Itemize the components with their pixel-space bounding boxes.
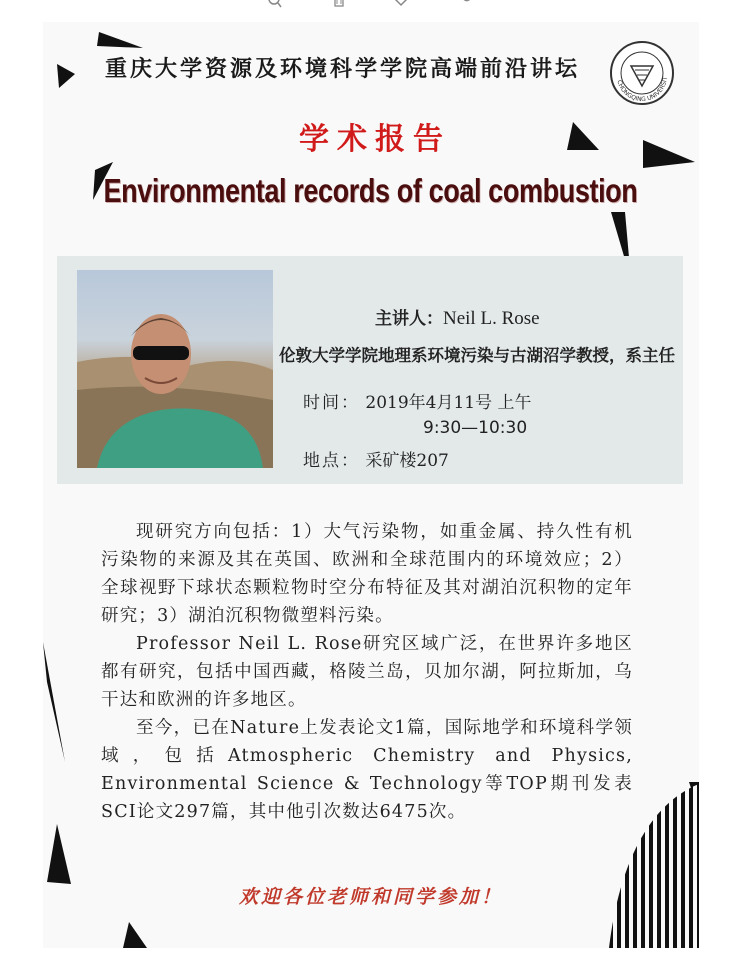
organizer-title: 重庆大学资源及环境科学学院高端前沿讲坛 (105, 56, 581, 82)
talk-title: Environmental records of coal combustion (103, 172, 638, 209)
report-title: 学术报告 (299, 122, 451, 157)
speaker-affiliation: 伦敦大学学院地理系环境污染与古湖沼学教授，系主任 (279, 346, 675, 365)
time-row (303, 388, 532, 413)
speaker-info-panel (57, 256, 683, 484)
place-row (303, 446, 449, 471)
speaker-label: 主讲人： (375, 309, 443, 329)
logo-text: CHONGQING UNIVERSIT (615, 76, 670, 104)
share-icon[interactable] (458, 0, 472, 6)
speaker-line (375, 304, 540, 330)
delete-icon[interactable] (332, 0, 346, 6)
welcome-message: 欢迎各位老师和同学参加！ (238, 886, 503, 908)
speaker-photo (77, 270, 273, 468)
viewer-toolbar (0, 0, 742, 10)
time-date: 2019年4月11号 上午 (365, 393, 532, 413)
lecture-poster (43, 22, 699, 948)
place-value: 采矿楼207 (365, 451, 449, 471)
bio-paragraph-research: 现研究方向包括：1）大气污染物，如重金属、持久性有机污染物的来源及其在英国、欧洲和全球范围内的环境效应；2）全球视野下球状态颗粒物时空分布特征及其对湖泊沉积物的定年研究；3）湖泊沉积物微塑料污染。 (101, 522, 633, 626)
speaker-bio (101, 518, 633, 826)
time-range: 9:30—10:30 (423, 418, 528, 438)
favorite-icon[interactable] (394, 0, 408, 6)
speaker-name: Neil L. Rose (443, 308, 540, 329)
bio-paragraph-publications: 至今，已在Nature上发表论文1篇，国际地学和环境科学领域，包括Atmospheric Chemistry and Physics, Environmental Science & Technology等TOP期刊发表SCI论文297篇，其中他引次数达6475次。 (101, 718, 633, 822)
place-label: 地点： (303, 451, 360, 471)
university-logo (609, 40, 675, 106)
time-label: 时间： (303, 393, 360, 413)
bio-paragraph-regions: Professor Neil L. Rose研究区域广泛，在世界许多地区都有研究，包括中国西藏，格陵兰岛，贝加尔湖，阿拉斯加，乌干达和欧洲的许多地区。 (101, 634, 633, 710)
search-icon[interactable] (268, 0, 282, 6)
